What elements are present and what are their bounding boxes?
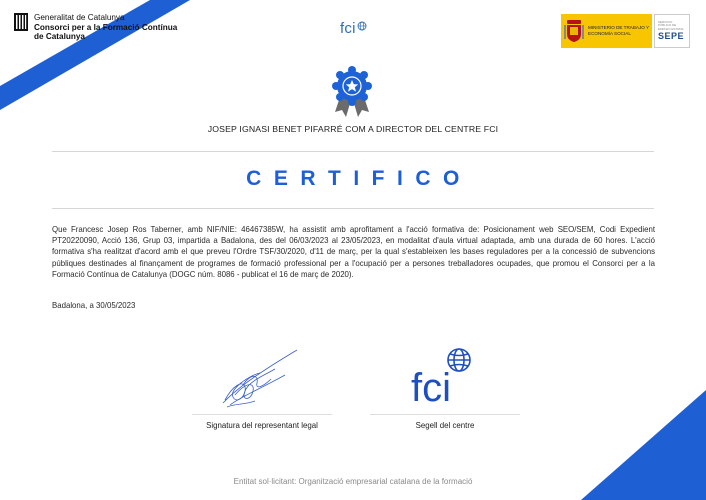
stamp-text: fci [411, 366, 451, 405]
fci-logo-top [340, 20, 367, 37]
fci-logo-text: fci [340, 20, 356, 37]
award-ribbon-icon [331, 66, 373, 118]
gencat-line-1: Generalitat de Catalunya [34, 13, 125, 22]
globe-icon [357, 21, 367, 31]
sepe-small-text: SERVICIO PÚBLICO DE EMPLEO ESTATAL [658, 19, 685, 31]
ministry-text: MINISTERIO DE TRABAJO Y ECONOMÍA SOCIAL [588, 25, 650, 36]
sepe-logo [654, 14, 690, 48]
director-line: JOSEP IGNASI BENET PIFARRÉ COM A DIRECTOR DEL CENTRE FCI [207, 124, 499, 134]
place-date: Badalona, a 30/05/2023 [52, 301, 136, 310]
signature-line [192, 414, 332, 415]
gencat-line-3: de Catalunya [34, 32, 85, 41]
spanish-crest-icon [564, 19, 584, 43]
center-stamp [410, 347, 480, 405]
divider-bottom [52, 208, 654, 209]
certificate-body: Que Francesc Josep Ros Taberner, amb NIF/NIE: 46467385W, ha assistit amb aprofitament a l'acció formativa de: Posicionament web SEO/SEM, Codi Expedient PT20220090, Acció 136, Grup 03, impartida a Badalona, des del 06/03/2023 al 23/05/2023, en modalitat d'aula virtual adaptada, amb una durada de 60 hores. L'acció formativa s'ha realitzat d'acord amb el que preveu l'Ordre TSF/30/2020, d'11 de març, per la qual s'estableixen les bases reguladores per a la concessió de subvencions públiques destinades al finançament de programes de formació professional per a l'ocupació per a persones treballadores ocupades, que promou el Consorci per a la Formació Contínua de Catalunya (DOGC núm. 8086 - publicat el 16 de març de 2020). [52, 225, 655, 279]
gencat-line-2: Consorci per a la Formació Contínua [34, 22, 178, 32]
gencat-header [14, 13, 177, 42]
stamp-line [370, 414, 520, 415]
government-logos [561, 14, 690, 48]
signature-scribble [215, 345, 305, 410]
gencat-text [34, 13, 177, 42]
gencat-emblem-icon [14, 13, 28, 31]
sepe-text: SEPE [658, 31, 685, 42]
divider-top [52, 151, 654, 152]
ministry-logo [561, 14, 652, 48]
signature-label: Signatura del representant legal [206, 421, 318, 430]
certifico-heading: CERTIFICO [246, 167, 472, 190]
stamp-globe-icon [410, 347, 480, 405]
stamp-label: Segell del centre [415, 421, 475, 430]
footer-entity: Entitat sol·licitant: Organització empresarial catalana de la formació [233, 477, 473, 486]
